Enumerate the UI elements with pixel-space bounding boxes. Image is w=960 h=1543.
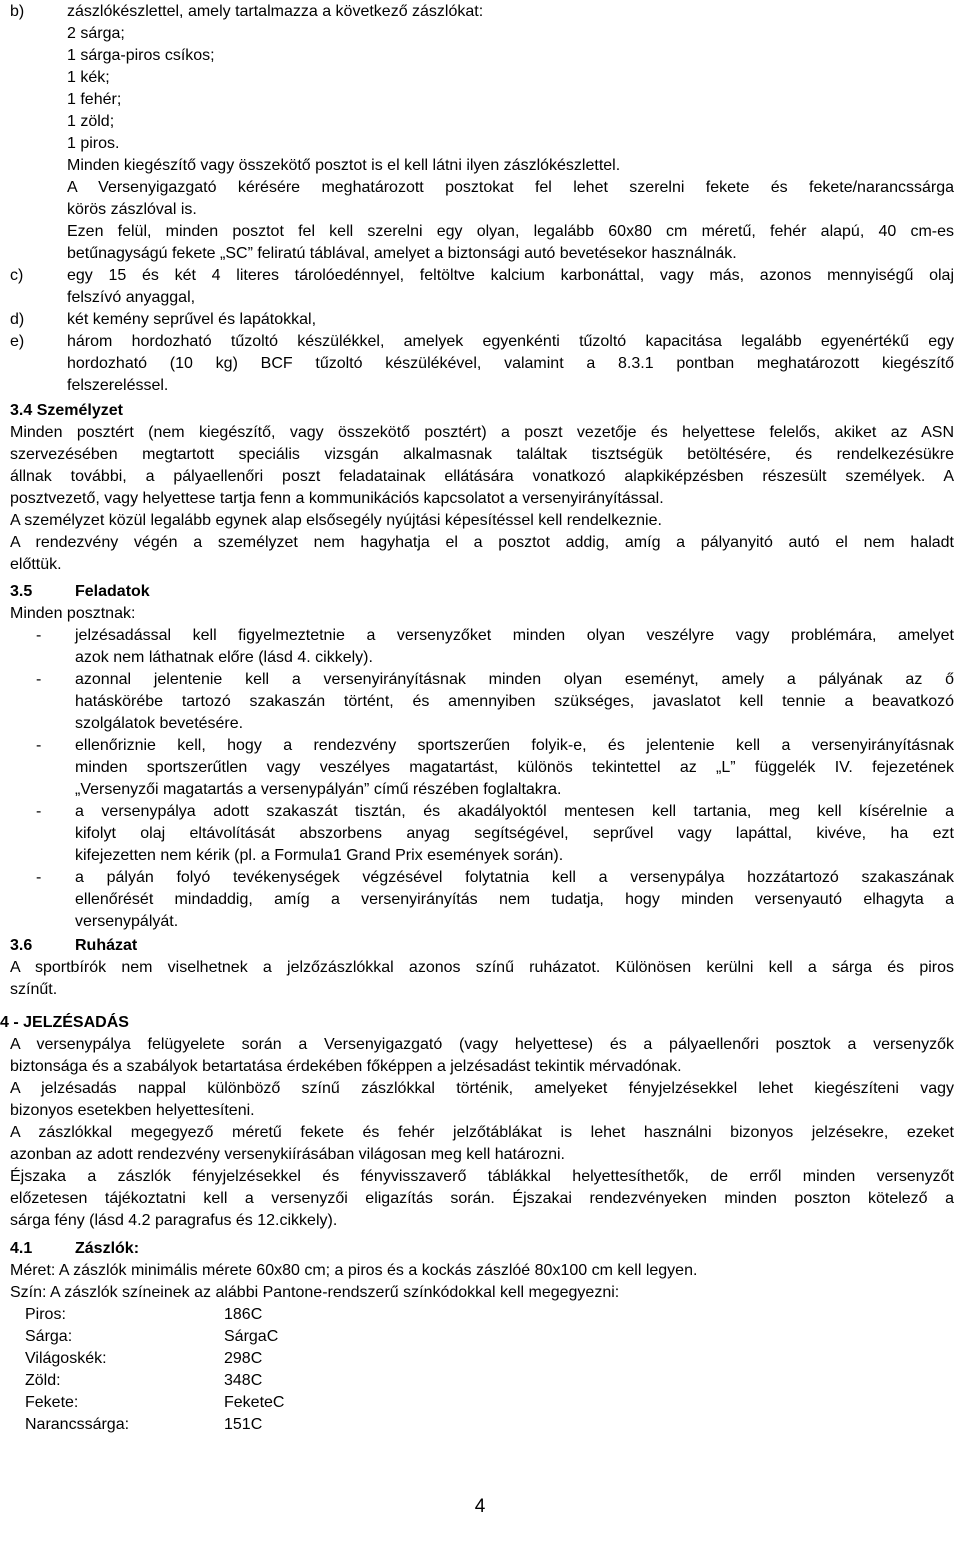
s34-line: előttük. bbox=[10, 556, 62, 573]
bullet-dash: - bbox=[36, 869, 42, 886]
b-line: 2 sárga; bbox=[67, 25, 125, 42]
b-line: 1 fehér; bbox=[67, 91, 122, 108]
list-marker-c: c) bbox=[10, 267, 24, 284]
color-code: 298C bbox=[224, 1350, 263, 1367]
b-line: Ezen felül, minden posztot fel kell szerelni egy olyan, legalább 60x80 cm méretű, fehér alapú, 40 cm-es bbox=[67, 223, 954, 240]
b-line: 1 kék; bbox=[67, 69, 110, 86]
s4-line: A zászlókkal megegyező méretű fekete és fehér jelzőtáblákat is lehet használni bizonyos jelzésekre, ezeket bbox=[10, 1124, 954, 1141]
color-label: Piros: bbox=[25, 1306, 66, 1323]
s4-line: bizonyos esetekben helyettesíteni. bbox=[10, 1102, 255, 1119]
b-line: zászlókészlettel, amely tartalmazza a következő zászlókat: bbox=[67, 3, 484, 20]
s34-line: szervezésében megtartott speciális vizsgán alkalmasnak találtak tisztségük betöltésére, és rendelkezésükre bbox=[10, 446, 954, 463]
b-line: Minden kiegészítő vagy összekötő posztot is el kell látni ilyen zászlókészlettel. bbox=[67, 157, 621, 174]
bullet-dash: - bbox=[36, 737, 42, 754]
color-label: Sárga: bbox=[25, 1328, 73, 1345]
list-marker-d: d) bbox=[10, 311, 25, 328]
s35-item-line: azonnal jelentenie kell a versenyirányításnak minden olyan eseményt, amely a pályának az ő bbox=[75, 671, 954, 688]
s4-line: biztonsága és a szabályok betartatása érdekében főképpen a jelzésadást tekintik mérvadónak. bbox=[10, 1058, 682, 1075]
s4-line: A versenypálya felügyelete során a Versenyigazgató (vagy helyettese) és a pályaellenőri posztok a versenyzők bbox=[10, 1036, 954, 1053]
s4-line: Éjszaka a zászlók fényjelzésekkel és fényvisszaverő táblákkal helyettesíthetők, de erről minden versenyzőt bbox=[10, 1168, 954, 1185]
s35-item-line: a versenypálya adott szakaszát tisztán, és akadályoktól mentesen kell tartania, meg kell kísérelnie a bbox=[75, 803, 954, 820]
s35-item-line: ellenőriznie kell, hogy a rendezvény sportszerűen folyik-e, és jelentenie kell a versenyirányításnak bbox=[75, 737, 954, 754]
section-heading-3-4: 3.4 Személyzet bbox=[10, 402, 123, 419]
b-line: 1 sárga-piros csíkos; bbox=[67, 47, 215, 64]
s4-line: előzetesen tájékoztatni kell a versenyzői eligazítás során. Éjszakai rendezvényeken minden poszton kötelező a bbox=[10, 1190, 954, 1207]
section-heading-3-5-title: Feladatok bbox=[75, 583, 150, 600]
s4-line: sárga fény (lásd 4.2 paragrafus és 12.cikkely). bbox=[10, 1212, 338, 1229]
s35-item-line: kifejezetten nem kérik (pl. a Formula1 Grand Prix események során). bbox=[75, 847, 564, 864]
s34-line: A rendezvény végén a személyzet nem hagyhatja el a posztot addig, amíg a pályanyitó autó el nem haladt bbox=[10, 534, 954, 551]
s34-line: A személyzet közül legalább egynek alap elsősegély nyújtási képesítéssel kell rendelkeznie. bbox=[10, 512, 662, 529]
s35-item-line: versenypályát. bbox=[75, 913, 179, 930]
e-line: három hordozható tűzoltó készülékkel, amelyek egyenkénti tűzoltó kapacitása legalább egyenértékű egy bbox=[67, 333, 954, 350]
s35-item-line: kifolyt olaj eltávolítását abszorbens anyag segítségével, seprűvel vagy lapáttal, kivéve, ha ezt bbox=[75, 825, 954, 842]
s35-item-line: minden sportszerűtlen vagy veszélyes magatartást, különös tekintettel az „L” függelék IV. fejezetének bbox=[75, 759, 954, 776]
color-code: SárgaC bbox=[224, 1328, 279, 1345]
section-heading-4-1-title: Zászlók: bbox=[75, 1240, 140, 1257]
list-marker-e: e) bbox=[10, 333, 25, 350]
bullet-dash: - bbox=[36, 627, 42, 644]
page-number: 4 bbox=[474, 1496, 486, 1517]
bullet-dash: - bbox=[36, 803, 42, 820]
b-line: betűnagyságú fekete „SC” feliratú táblával, amelyet a biztonsági autó bevetésekor használnák. bbox=[67, 245, 737, 262]
b-line: 1 zöld; bbox=[67, 113, 115, 130]
section-heading-3-6-number: 3.6 bbox=[10, 937, 33, 954]
s41-line: Méret: A zászlók minimális mérete 60x80 cm; a piros és a kockás zászlóé 80x100 cm kell legyen. bbox=[10, 1262, 698, 1279]
color-code: 186C bbox=[224, 1306, 263, 1323]
section-heading-3-5-number: 3.5 bbox=[10, 583, 33, 600]
list-marker-b: b) bbox=[10, 3, 25, 20]
e-line: felszereléssel. bbox=[67, 377, 169, 394]
color-label: Fekete: bbox=[25, 1394, 79, 1411]
bullet-dash: - bbox=[36, 671, 42, 688]
e-line: hordozható (10 kg) BCF tűzoltó készülékével, valamint a 8.3.1 pontban meghatározott kiegészítő bbox=[67, 355, 954, 372]
s34-line: állnak további, a pályaellenőri poszt feladatainak ellátására vonatkozó alapkiképzésben részesült személyek. A bbox=[10, 468, 954, 485]
c-line: felszívó anyaggal, bbox=[67, 289, 196, 306]
b-line: körös zászlóval is. bbox=[67, 201, 197, 218]
s35-item-line: ellenőrését mindaddig, amíg a versenyirányítás nem tudatja, hogy minden versenyautó elhagyta a bbox=[75, 891, 954, 908]
s35-item-line: „Versenyzői magatartás a versenypályán” című részében foglaltakra. bbox=[75, 781, 562, 798]
d-line: két kemény seprűvel és lapátokkal, bbox=[67, 311, 317, 328]
c-line: egy 15 és két 4 literes tárolóedénnyel, feltöltve kalcium karbonáttal, vagy más, azonos mennyiségű olaj bbox=[67, 267, 954, 284]
s35-item-line: szolgálatok bevetésére. bbox=[75, 715, 244, 732]
s34-line: Minden posztért (nem kiegészítő, vagy összekötő posztért) a poszt vezetője és helyettese felelős, akiket az ASN bbox=[10, 424, 954, 441]
color-code: FeketeC bbox=[224, 1394, 285, 1411]
section-heading-4: 4 - JELZÉSADÁS bbox=[0, 1014, 129, 1031]
s34-line: posztvezető, vagy helyettese tartja fenn a kommunikációs kapcsolatot a versenyirányítással. bbox=[10, 490, 664, 507]
s35-item-line: a pályán folyó tevékenységek végzésével folytatnia kell a versenypálya hozzátartozó szakaszának bbox=[75, 869, 954, 886]
s35-item-line: jelzésadással kell figyelmeztetnie a versenyzőket minden olyan veszélyre vagy problémára, amelyet bbox=[75, 627, 954, 644]
section-heading-4-1-number: 4.1 bbox=[10, 1240, 33, 1257]
s36-line: A sportbírók nem viselhetnek a jelzőzászlókkal azonos színű ruházatot. Különösen kerülni kell a sárga és piros bbox=[10, 959, 954, 976]
s35-item-line: hatáskörébe tartozó szakaszán történt, és amennyiben szükséges, javaslatot kell tennie a beavatkozó bbox=[75, 693, 954, 710]
b-line: A Versenyigazgató kérésére meghatározott posztokat fel lehet szerelni fekete és fekete/narancssárga bbox=[67, 179, 954, 196]
b-line: 1 piros. bbox=[67, 135, 120, 152]
color-label: Narancssárga: bbox=[25, 1416, 130, 1433]
s35-item-line: azok nem láthatnak előre (lásd 4. cikkely). bbox=[75, 649, 373, 666]
color-label: Világoskék: bbox=[25, 1350, 107, 1367]
color-label: Zöld: bbox=[25, 1372, 61, 1389]
s35-intro: Minden posztnak: bbox=[10, 605, 136, 622]
section-heading-3-6-title: Ruházat bbox=[75, 937, 138, 954]
color-code: 151C bbox=[224, 1416, 263, 1433]
s41-line: Szín: A zászlók színeinek az alábbi Pantone-rendszerű színkódokkal kell megegyezni: bbox=[10, 1284, 620, 1301]
color-code: 348C bbox=[224, 1372, 263, 1389]
s36-line: színűt. bbox=[10, 981, 58, 998]
s4-line: azonban az adott rendezvény versenykiírásában világosan meg kell határozni. bbox=[10, 1146, 565, 1163]
s4-line: A jelzésadás nappal különböző színű zászlókkal történik, amelyeket fényjelzésekkel lehet kiegészíteni vagy bbox=[10, 1080, 954, 1097]
